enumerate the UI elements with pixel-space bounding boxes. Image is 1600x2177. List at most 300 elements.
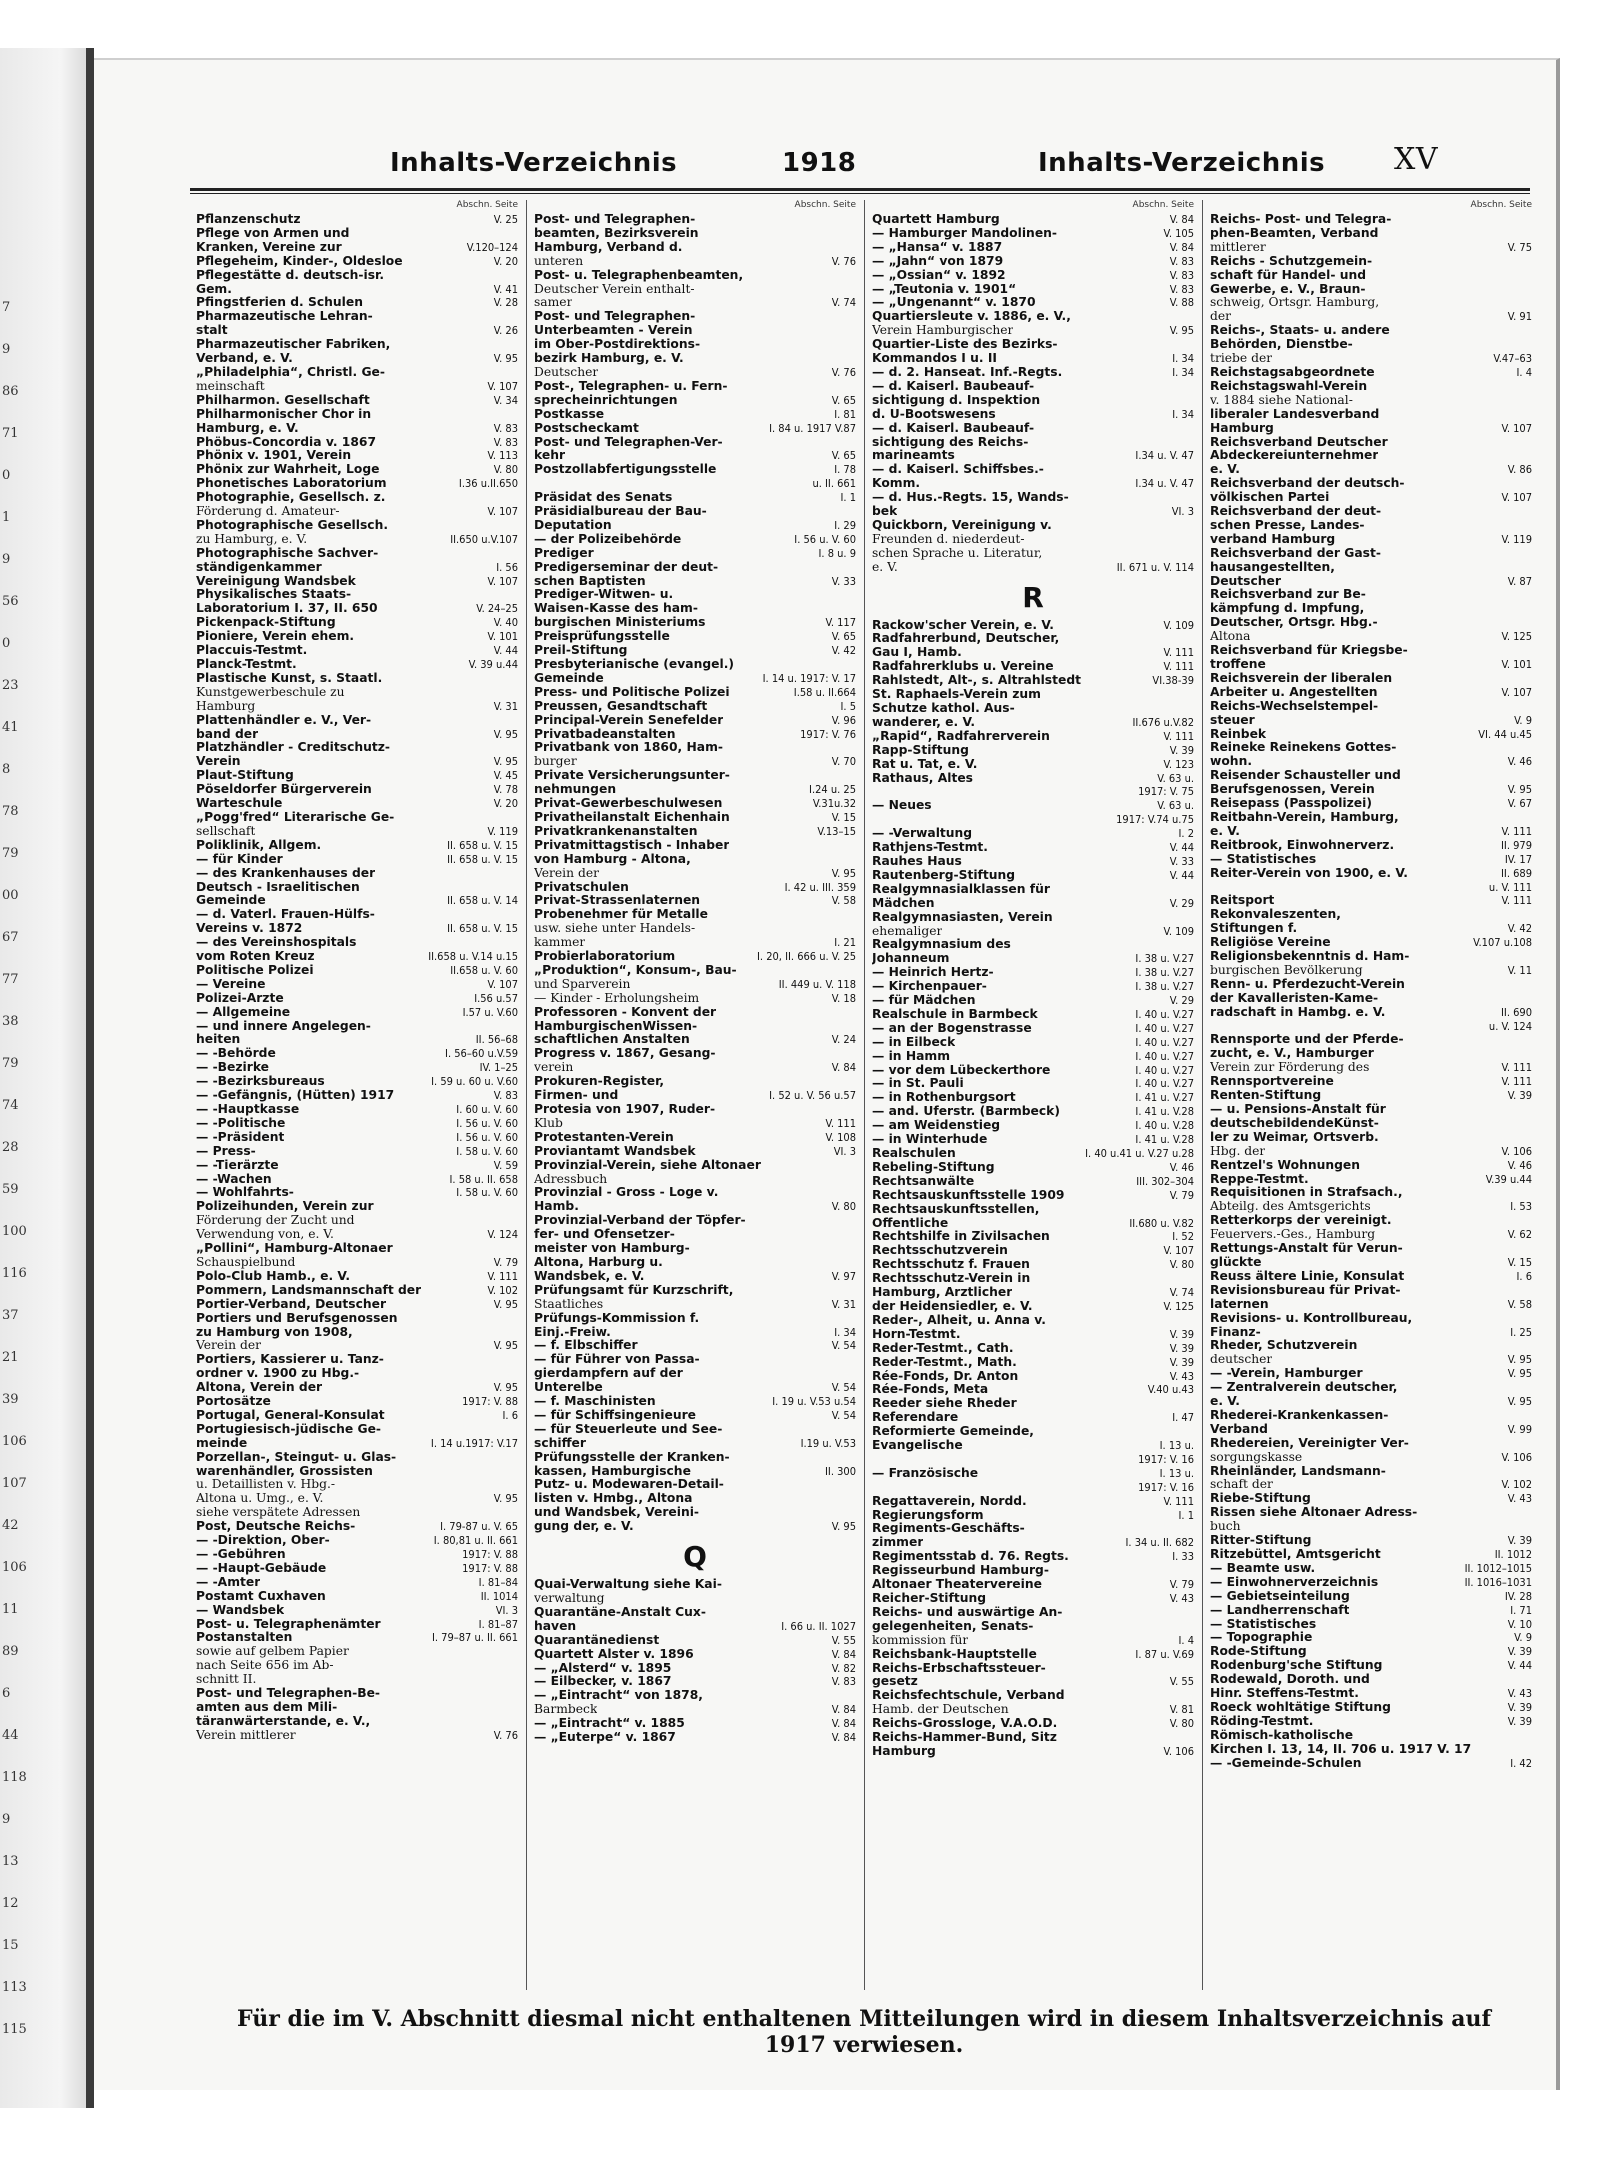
entry-title: Post, Deutsche Reichs- — [196, 1520, 356, 1534]
index-entry — [534, 1186, 856, 1200]
entry-reference: I. 53 — [1510, 1200, 1532, 1214]
index-entry — [534, 1478, 856, 1492]
index-entry — [196, 1103, 518, 1117]
entry-title: Renn- u. Pferdezucht-Verein — [1210, 977, 1405, 991]
entry-title: gesetz — [872, 1675, 918, 1689]
entry-title: Komm. — [872, 477, 921, 491]
index-entry — [872, 952, 1194, 966]
index-entry — [1210, 741, 1532, 755]
entry-reference: V. 31 — [831, 1297, 856, 1311]
index-entry — [1210, 324, 1532, 338]
index-entry — [1210, 950, 1532, 964]
entry-title: e. V. — [872, 560, 898, 574]
index-entry — [534, 1020, 856, 1034]
entry-title: Hamburg, Ärztlicher — [872, 1286, 1013, 1300]
index-entry — [1210, 978, 1532, 992]
index-entry — [1210, 602, 1532, 616]
index-entry — [534, 1675, 856, 1689]
column-divider — [526, 200, 527, 1990]
entry-title: Prüfungsamt für Kurzschrift, — [534, 1283, 734, 1297]
index-entry — [1210, 505, 1532, 519]
index-entry — [534, 449, 856, 463]
entry-reference: V. 79 — [1169, 1578, 1194, 1592]
index-entry — [1210, 1423, 1532, 1437]
margin-number: 107 — [2, 1476, 27, 1491]
entry-reference: I. 66 u. II. 1027 — [781, 1619, 856, 1633]
index-entry — [196, 338, 518, 352]
index-entry — [872, 1745, 1194, 1759]
entry-title: — Vereine — [196, 977, 266, 991]
entry-title: — Hamburger Mandolinen- — [872, 226, 1058, 240]
index-entry — [1210, 1604, 1532, 1618]
index-entry — [196, 213, 518, 227]
entry-reference: V. 39 — [1507, 1645, 1532, 1659]
entry-title: Regisseurbund Hamburg- — [872, 1564, 1049, 1578]
entry-title: Renten-Stiftung — [1210, 1089, 1322, 1103]
entry-title: Preussen, Gesandtschaft — [534, 699, 708, 713]
entry-reference: VI. 3 — [1171, 505, 1194, 519]
entry-reference: I. 25 — [1510, 1325, 1532, 1339]
entry-title: meinde — [196, 1436, 248, 1450]
entry-title: Privatbadeanstalten — [534, 727, 676, 741]
entry-title: phen-Beamten, Verband — [1210, 226, 1379, 240]
index-entry — [872, 1495, 1194, 1509]
entry-title: Press- und Politische Polizei — [534, 685, 730, 699]
margin-number: 9 — [2, 342, 11, 357]
index-entry — [196, 1437, 518, 1451]
entry-title: Regierungsform — [872, 1508, 984, 1522]
entry-title: — Neues — [872, 799, 932, 813]
index-entry — [196, 630, 518, 644]
index-entry — [872, 827, 1194, 841]
entry-title: Planck-Testmt. — [196, 658, 297, 671]
entry-title: — Topographie — [1210, 1631, 1313, 1645]
entry-title: Post- und Telegraphen-Be- — [196, 1687, 381, 1701]
entry-title: Staatliches — [534, 1297, 604, 1311]
index-entry — [872, 1550, 1194, 1564]
entry-reference: V. 31 — [493, 699, 518, 713]
entry-title: Prüfungs-Kommission f. — [534, 1311, 700, 1325]
entry-title: Realgymnasialklassen für — [872, 882, 1050, 896]
entry-title: — für Schiffsingenieure — [534, 1408, 697, 1422]
entry-reference: I. 41 u. V.28 — [1135, 1133, 1194, 1147]
entry-title: Post- und Telegraphen- — [534, 213, 696, 226]
entry-title: Ritzebüttel, Amtsgericht — [1210, 1548, 1381, 1561]
entry-reference: I. 4 — [1516, 365, 1532, 379]
index-entry — [1210, 700, 1532, 714]
entry-title: Rechtsschutz f. Frauen — [872, 1258, 1030, 1272]
index-entry — [196, 588, 518, 602]
entry-reference: I. 81–84 — [478, 1575, 518, 1589]
entry-reference: V. 62 — [1507, 1228, 1532, 1242]
index-entry — [872, 436, 1194, 450]
entry-title: Gewerbe, e. V., Braun- — [1210, 282, 1366, 296]
index-entry — [872, 547, 1194, 561]
entry-title: Post-, Telegraphen- u. Fern- — [534, 379, 728, 393]
entry-title: Reichs - Schutzgemein- — [1210, 254, 1373, 268]
entry-reference: I. 38 u. V.27 — [1135, 966, 1194, 980]
entry-title: listen v. Hmbg., Altona — [534, 1492, 693, 1506]
entry-title: der — [1210, 310, 1232, 324]
entry-reference: V. 107 — [487, 574, 518, 588]
entry-title: Plattenhändler e. V., Ver- — [196, 713, 372, 727]
entry-reference: V. 102 — [487, 1283, 518, 1297]
index-entry — [872, 883, 1194, 897]
entry-reference: I. 8 u. 9 — [818, 546, 856, 560]
index-entry — [196, 1465, 518, 1479]
index-entry — [534, 894, 856, 908]
index-entry — [1210, 477, 1532, 491]
index-entry — [534, 296, 856, 310]
entry-title: Horn-Testmt. — [872, 1327, 961, 1341]
index-entry — [872, 799, 1194, 813]
index-entry — [1210, 1659, 1532, 1673]
margin-number: 41 — [2, 720, 19, 735]
entry-reference: V. 39 u.44 — [468, 658, 518, 671]
index-entry — [534, 1033, 856, 1047]
entry-title: — Landherrenschaft — [1210, 1603, 1350, 1617]
index-entry — [1210, 728, 1532, 742]
entry-title: troffene — [1210, 658, 1266, 671]
entry-reference: V. 96 — [831, 713, 856, 727]
index-entry — [1210, 797, 1532, 811]
entry-title: Pflegestätte d. deutsch-isr. — [196, 268, 384, 282]
entry-reference: V. 43 — [1507, 1492, 1532, 1506]
entry-title: Polizei-Ärzte — [196, 991, 284, 1005]
entry-title: — Kirchenpauer- — [872, 980, 987, 994]
index-entry — [196, 1061, 518, 1075]
index-entry — [872, 1522, 1194, 1536]
index-entry — [196, 936, 518, 950]
entry-reference: V. 76 — [493, 1728, 518, 1742]
entry-title: Feuervers.-Ges., Hamburg — [1210, 1228, 1376, 1242]
index-entry — [872, 338, 1194, 352]
entry-reference: V. 10 — [1507, 1617, 1532, 1631]
index-entry — [534, 644, 856, 658]
index-entry — [196, 1506, 518, 1520]
index-entry — [534, 310, 856, 324]
column-header: Abschn. Seite — [1132, 200, 1194, 210]
index-entry — [534, 922, 856, 936]
entry-title: — -Haupt-Gebäude — [196, 1561, 327, 1575]
index-entry — [196, 1492, 518, 1506]
entry-title: Rauhes Haus — [872, 854, 962, 868]
index-entry — [196, 1173, 518, 1187]
entry-reference: V. 95 — [493, 1339, 518, 1353]
margin-number: 15 — [2, 1938, 19, 1953]
index-entry — [196, 1353, 518, 1367]
entry-reference: V. 24 — [831, 1033, 856, 1047]
entry-reference: V. 83 — [1169, 254, 1194, 268]
index-entry — [1210, 1367, 1532, 1381]
entry-reference: V. 15 — [831, 810, 856, 824]
entry-title: sorgungskasse — [1210, 1450, 1303, 1464]
entry-title: marineamts — [872, 449, 955, 463]
entry-reference: V. 44 — [1507, 1659, 1532, 1673]
index-entry — [196, 436, 518, 450]
index-entry — [534, 853, 856, 867]
entry-title: Reichstagsabgeordnete — [1210, 365, 1375, 379]
index-entry — [196, 1687, 518, 1701]
index-entry — [1210, 1645, 1532, 1659]
entry-title: Polizeihunden, Verein zur — [196, 1200, 374, 1214]
entry-title: Pommern, Landsmannschaft der — [196, 1283, 422, 1297]
entry-title: „Pogg'fred“ Literarische Ge- — [196, 810, 395, 824]
entry-title: Gem. — [196, 282, 232, 296]
entry-title: — Statistisches — [1210, 1617, 1317, 1631]
entry-title: Plaut-Stiftung — [196, 769, 294, 783]
index-entry — [534, 616, 856, 630]
entry-reference: V.13–15 — [817, 824, 856, 838]
entry-title: Reichsverband zur Be- — [1210, 588, 1366, 602]
index-entry — [1210, 922, 1532, 936]
entry-title: Präsidialbureau der Bau- — [534, 505, 707, 519]
entry-title: Realschule in Barmbeck — [872, 1007, 1038, 1021]
index-entry — [872, 1175, 1194, 1189]
entry-title: Reiter-Verein von 1900, e. V. — [1210, 866, 1408, 880]
index-entry — [196, 1576, 518, 1590]
entry-title: Phönix zur Wahrheit, Loge — [196, 463, 380, 477]
index-entry — [1210, 1061, 1532, 1075]
entry-reference: VI.38-39 — [1152, 674, 1194, 688]
entry-reference: V. 65 — [831, 393, 856, 407]
index-entry — [534, 1465, 856, 1479]
index-entry — [1210, 1326, 1532, 1340]
entry-reference: II. 1016–1031 — [1464, 1575, 1532, 1589]
index-entry — [872, 1731, 1194, 1745]
entry-reference: V. 39 — [1507, 1700, 1532, 1714]
index-entry — [872, 1244, 1194, 1258]
index-entry — [196, 1590, 518, 1604]
index-entry — [1210, 1715, 1532, 1729]
entry-title: Rissen siehe Altonaer Adress- — [1210, 1506, 1418, 1520]
entry-reference: V. 79 — [1169, 1188, 1194, 1202]
entry-title: Verein — [196, 755, 241, 769]
header-year: 1918 — [782, 148, 857, 178]
index-entry — [1210, 1298, 1532, 1312]
index-entry — [534, 978, 856, 992]
entry-title: Reichsverband für Kriegsbe- — [1210, 644, 1408, 658]
entry-reference: II. 658 u. V. 15 — [447, 922, 518, 936]
entry-title: nach Seite 656 im Ab- — [196, 1659, 334, 1673]
footnote: Für die im V. Abschnitt diesmal nicht enthaltenen Mitteilungen wird in diesem Inhaltsverzeichnis auf 1917 verwiesen. — [236, 2006, 1491, 2058]
entry-title: Pflanzenschutz — [196, 213, 301, 226]
index-entry — [534, 714, 856, 728]
entry-title: Verein zur Förderung des — [1210, 1061, 1370, 1075]
entry-title: Polo-Club Hamb., e. V. — [196, 1269, 351, 1283]
margin-number: 37 — [2, 1308, 19, 1323]
entry-title: Regiments-Geschäfts- — [872, 1522, 1025, 1536]
entry-title: Rée-Fonds, Meta — [872, 1383, 989, 1397]
entry-reference: V. 41 — [493, 282, 518, 296]
index-entry — [196, 1006, 518, 1020]
entry-title: Reisender Schausteller und — [1210, 769, 1401, 783]
index-entry — [534, 769, 856, 783]
entry-title: St. Raphaels-Verein zum — [872, 688, 1041, 702]
entry-reference: 1917: V. 88 — [462, 1548, 518, 1561]
index-entry — [196, 1673, 518, 1687]
entry-title: — vor dem Lübeckerthore — [872, 1063, 1051, 1077]
entry-title: fer- und Ofensetzer- — [534, 1228, 675, 1242]
entry-reference: V. 67 — [1507, 797, 1532, 811]
entry-reference: V. 107 — [1501, 685, 1532, 699]
margin-number: 7 — [2, 300, 11, 315]
entry-reference: V. 95 — [493, 1297, 518, 1311]
index-entry — [196, 602, 518, 616]
entry-title: Rechtsauskunftsstelle 1909 — [872, 1188, 1065, 1202]
entry-title: Revisionsbureau für Privat- — [1210, 1283, 1401, 1297]
index-entry — [196, 616, 518, 630]
entry-title: Laboratorium I. 37, II. 650 — [196, 602, 378, 616]
index-entry — [1210, 1631, 1532, 1645]
margin-number: 21 — [2, 1350, 19, 1365]
entry-title: kammer — [534, 936, 586, 950]
entry-title: e. V. — [1210, 1395, 1240, 1409]
margin-number: 116 — [2, 1266, 27, 1281]
margin-number: 39 — [2, 1392, 19, 1407]
index-entry — [534, 700, 856, 714]
index-entry — [872, 938, 1194, 952]
entry-title: Rathaus, Altes — [872, 771, 973, 785]
index-entry — [872, 505, 1194, 519]
entry-title: Provinzial-Verband der Töpfer- — [534, 1214, 746, 1228]
entry-reference: VI. 3 — [833, 1144, 856, 1158]
entry-title: Rautenberg-Stiftung — [872, 868, 1016, 882]
entry-title: Unterelbe — [534, 1381, 603, 1395]
entry-reference: V. 80 — [831, 1200, 856, 1214]
margin-number: 67 — [2, 930, 19, 945]
entry-reference: I. 56 — [496, 560, 518, 574]
margin-number: 1 — [2, 510, 11, 525]
entry-title: Probenehmer für Metalle — [534, 908, 708, 922]
index-entry — [1210, 1103, 1532, 1117]
margin-number: 59 — [2, 1182, 19, 1197]
index-entry — [872, 1675, 1194, 1689]
index-entry — [196, 310, 518, 324]
index-entry — [1210, 283, 1532, 297]
entry-reference: V. 75 — [1507, 240, 1532, 254]
entry-reference: I. 52 — [1172, 1230, 1194, 1244]
entry-title: — f. Maschinisten — [534, 1395, 656, 1409]
entry-title: Altona, Verein der — [196, 1381, 323, 1395]
entry-title: — -Ämter — [196, 1575, 261, 1589]
entry-title: Riebe-Stiftung — [1210, 1492, 1311, 1506]
entry-reference: V. 9 — [1514, 713, 1532, 727]
index-entry — [872, 1272, 1194, 1286]
entry-reference: V. 39 — [1169, 743, 1194, 757]
entry-title: Quickborn, Vereinigung v. — [872, 518, 1052, 532]
index-entry — [534, 422, 856, 436]
entry-title: — am Weidenstieg — [872, 1119, 1001, 1133]
entry-title: Portier-Verband, Deutscher — [196, 1297, 387, 1311]
entry-reference: V. 83 — [1169, 268, 1194, 282]
entry-title: Deputation — [534, 518, 612, 532]
index-entry — [1210, 1312, 1532, 1326]
entry-title: Privat-Strassenlaternen — [534, 894, 701, 908]
index-entry — [196, 1075, 518, 1089]
entry-reference: V. 111 — [1163, 1494, 1194, 1508]
index-entry — [534, 1284, 856, 1298]
index-entry — [1210, 1534, 1532, 1548]
entry-reference: III. 302–304 — [1136, 1174, 1194, 1188]
entry-title: Rechtsauskunftsstellen, — [872, 1202, 1040, 1216]
entry-reference: I. 59 u. 60 u. V.60 — [431, 1075, 518, 1089]
entry-title: Altona, Harburg u. — [534, 1255, 663, 1269]
entry-reference: I. 56 u. V. 60 — [456, 1116, 518, 1130]
entry-title: Firmen- und — [534, 1089, 619, 1103]
entry-title: — d. Hus.-Regts. 15, Wands- — [872, 491, 1069, 505]
index-entry — [872, 422, 1194, 436]
entry-title: schweig, Ortsgr. Hamburg, — [1210, 296, 1380, 310]
entry-title: „Philadelphia“, Christl. Ge- — [196, 365, 385, 379]
entry-title: — für Führer von Passa- — [534, 1353, 700, 1367]
index-entry — [534, 1242, 856, 1256]
margin-number: 113 — [2, 1980, 27, 1995]
index-entry — [196, 352, 518, 366]
index-entry — [534, 1381, 856, 1395]
entry-reference: V. 125 — [1501, 630, 1532, 644]
entry-title: u. Detaillisten v. Hbg.- — [196, 1478, 336, 1492]
margin-number: 89 — [2, 1644, 19, 1659]
index-entry — [196, 1645, 518, 1659]
index-entry — [872, 1036, 1194, 1050]
index-entry — [1210, 1576, 1532, 1590]
entry-title: Predigerseminar der deut- — [534, 560, 719, 574]
index-entry — [196, 408, 518, 422]
index-entry — [196, 561, 518, 575]
entry-title: wanderer, e. V. — [872, 715, 976, 729]
entry-title: Requisitionen in Strafsach., — [1210, 1186, 1403, 1200]
index-entry — [534, 1131, 856, 1145]
entry-reference: V. 84 — [1169, 240, 1194, 254]
entry-title: Hamb. — [534, 1200, 579, 1214]
entry-reference: V. 65 — [831, 630, 856, 644]
entry-reference: V. 39 — [1169, 1341, 1194, 1355]
entry-reference: I. 40 u. V.27 — [1135, 1077, 1194, 1091]
index-entry — [1210, 1117, 1532, 1131]
entry-reference: I. 5 — [840, 699, 856, 713]
entry-title: schen Baptisten — [534, 574, 646, 588]
entry-title: sichtigung des Reichs- — [872, 435, 1029, 449]
index-entry — [196, 1312, 518, 1326]
entry-title: usw. siehe unter Handels- — [534, 922, 696, 936]
index-entry — [1210, 1590, 1532, 1604]
index-entry — [534, 338, 856, 352]
index-entry — [872, 688, 1194, 702]
index-entry — [1210, 769, 1532, 783]
entry-reference: I. 40 u.41 u. V.27 u.28 — [1085, 1147, 1194, 1160]
index-entry — [534, 255, 856, 269]
entry-reference: I. 80,81 u. II. 661 — [433, 1534, 518, 1548]
entry-title: ständigenkammer — [196, 560, 322, 574]
index-entry — [534, 324, 856, 338]
entry-title: Hamburg, e. V. — [196, 421, 299, 435]
index-entry — [1210, 255, 1532, 269]
index-entry — [1210, 1673, 1532, 1687]
index-entry — [872, 241, 1194, 255]
entry-reference: V. 74 — [831, 296, 856, 310]
entry-title: stalt — [196, 324, 228, 338]
entry-title: laternen — [1210, 1297, 1269, 1311]
index-entry — [1210, 491, 1532, 505]
entry-reference: V. 113 — [487, 449, 518, 463]
margin-number: 118 — [2, 1770, 27, 1785]
entry-reference: II. 56–68 — [475, 1033, 518, 1047]
entry-title: Reichsbank-Hauptstelle — [872, 1647, 1037, 1661]
entry-reference: IV. 28 — [1504, 1589, 1532, 1603]
index-entry — [1210, 436, 1532, 450]
entry-reference: V. 124 — [487, 1228, 518, 1242]
